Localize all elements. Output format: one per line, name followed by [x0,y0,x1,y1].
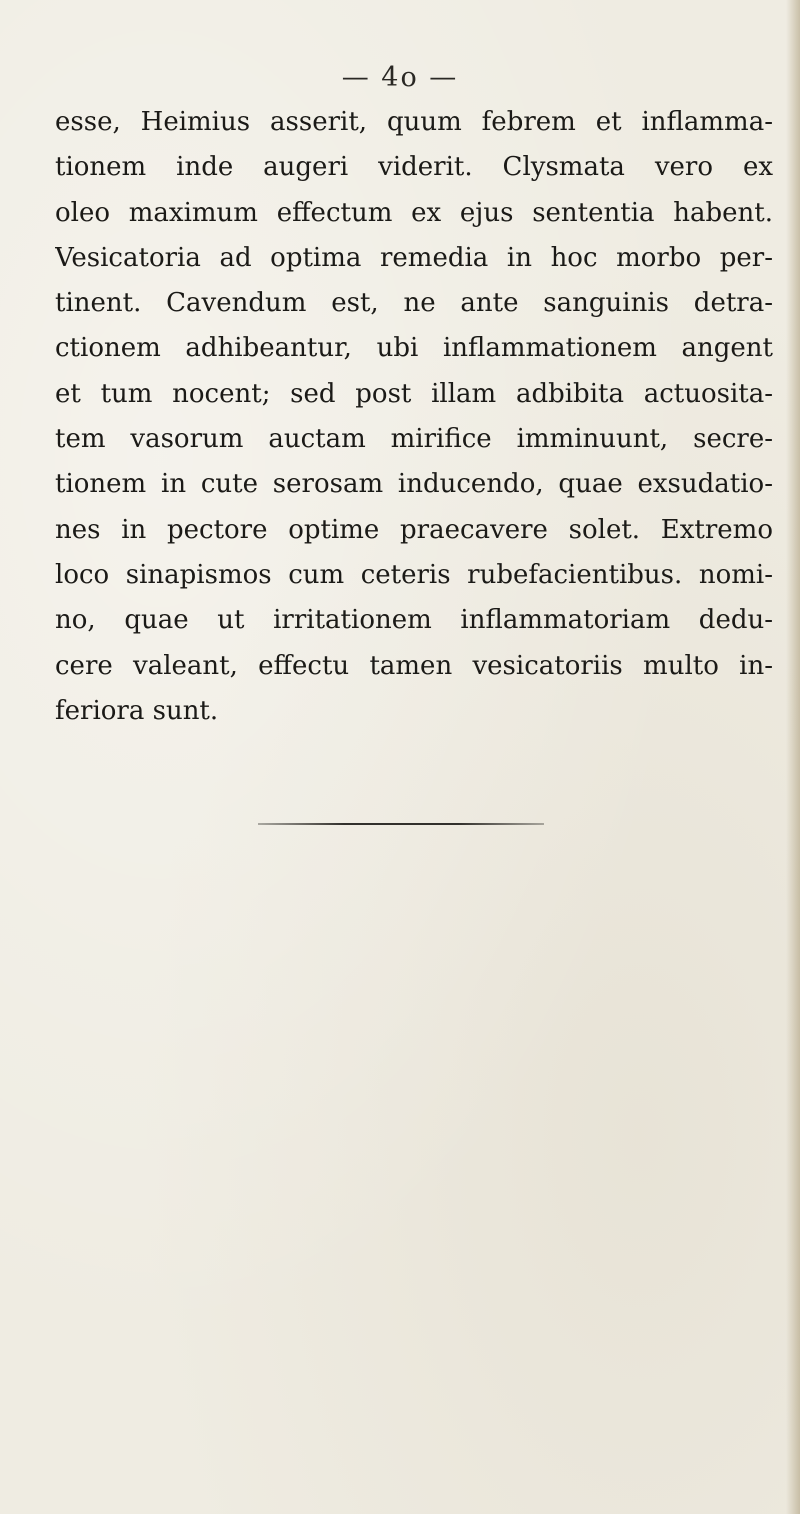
text-line: loco sinapismos cum ceteris rubefacientibus. nomi- [55,559,773,590]
text-line: cere valeant, effectu tamen vesicatoriis multo in- [55,650,773,681]
end-rule-divider [258,823,544,825]
text-line: tionem inde augeri viderit. Clysmata vero ex [55,152,773,183]
body-text [55,100,773,734]
text-line: tionem in cute serosam inducendo, quae exsudatio- [55,469,773,500]
text-line: esse, Heimius asserit, quum febrem et inflamma- [55,107,773,137]
text-line: Vesicatoria ad optima remedia in hoc morbo per- [55,242,773,273]
text-line: oleo maximum effectum ex ejus sententia habent. [55,197,773,228]
text-line: tinent. Cavendum est, ne ante sanguinis detra- [55,288,773,319]
text-line-last: feriora sunt. [55,695,219,726]
text-line: ctionem adhibeantur, ubi inflammationem angent [55,333,773,364]
text-line: no, quae ut irritationem inflammatoriam dedu- [55,605,773,636]
text-line: nes in pectore optime praecavere solet. Extremo [55,514,773,545]
text-line: et tum nocent; sed post illam adbibita actuosita- [55,378,773,409]
page-edge-shadow [786,0,800,1514]
page-number: — 4o — [341,62,459,93]
text-line: tem vasorum auctam mirifice imminuunt, secre- [55,424,773,455]
